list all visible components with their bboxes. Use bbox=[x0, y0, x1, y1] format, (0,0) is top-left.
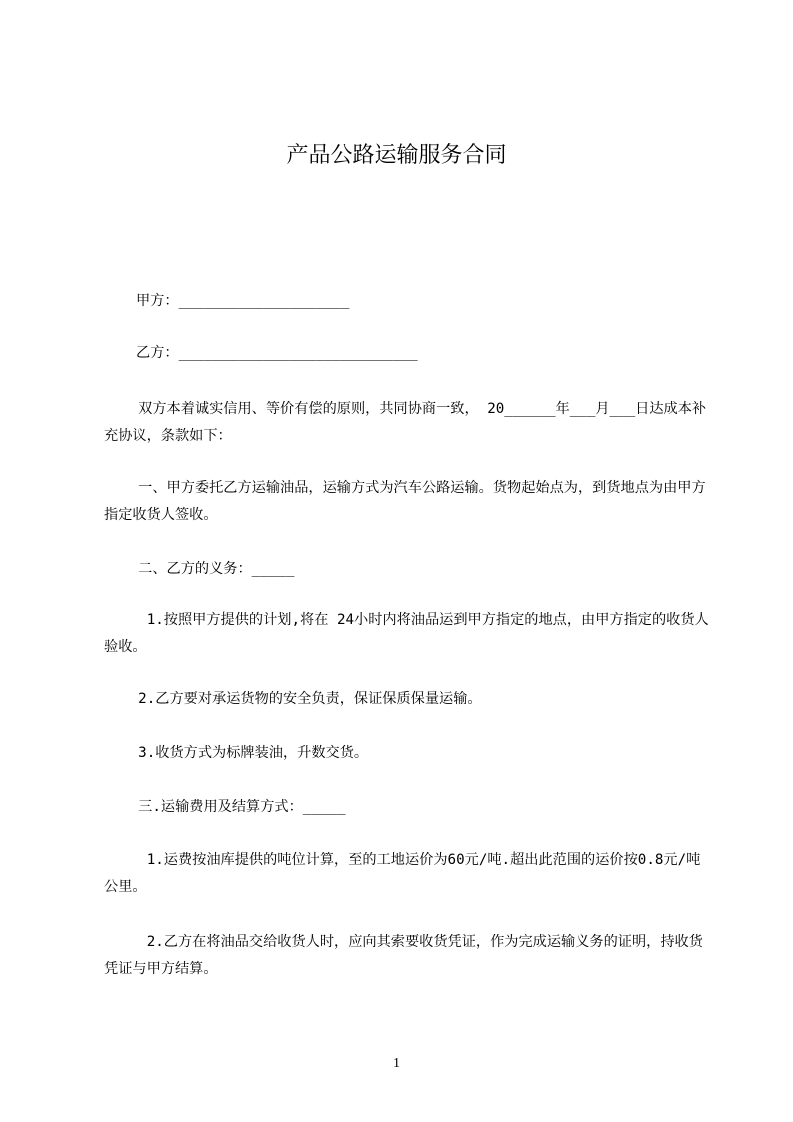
clause-3-item-1: 1.运费按油库提供的吨位计算，至的工地运价为60元/吨.超出此范围的运价按0.8元/吨公里。 bbox=[104, 852, 701, 895]
clause-2-item-1: 1.按照甲方提供的计划,将在 24小时内将油品运到甲方指定的地点，由甲方指定的收货人验收。 bbox=[104, 612, 709, 655]
intro-paragraph: 双方本着诚实信用、等价有偿的原则，共同协商一致， 20______年___月___日达成本补充协议，条款如下： bbox=[104, 401, 707, 444]
clause-3-heading: 三.运输费用及结算方式：_____ bbox=[104, 799, 346, 815]
clause-1-paragraph: 一、甲方委托乙方运输油品，运输方式为汽车公路运输。货物起始点为，到货地点为由甲方指定收货人签收。 bbox=[104, 480, 706, 523]
clause-3-item-2: 2.乙方在将油品交给收货人时，应向其索要收货凭证，作为完成运输义务的证明，持收货凭证与甲方结算。 bbox=[104, 934, 703, 977]
party-a-line: 甲方：____________________ bbox=[136, 293, 350, 309]
page-number: 1 bbox=[393, 1056, 400, 1071]
clause-2-item-2: 2.乙方要对承运货物的安全负责，保证保质保量运输。 bbox=[104, 691, 482, 707]
document-title: 产品公路运输服务合同 bbox=[286, 143, 507, 168]
clause-2-heading: 二、乙方的义务：_____ bbox=[104, 561, 295, 577]
party-b-line: 乙方：____________________________ bbox=[136, 345, 418, 361]
clause-2-item-3: 3.收货方式为标牌装油，升数交货。 bbox=[104, 745, 369, 761]
